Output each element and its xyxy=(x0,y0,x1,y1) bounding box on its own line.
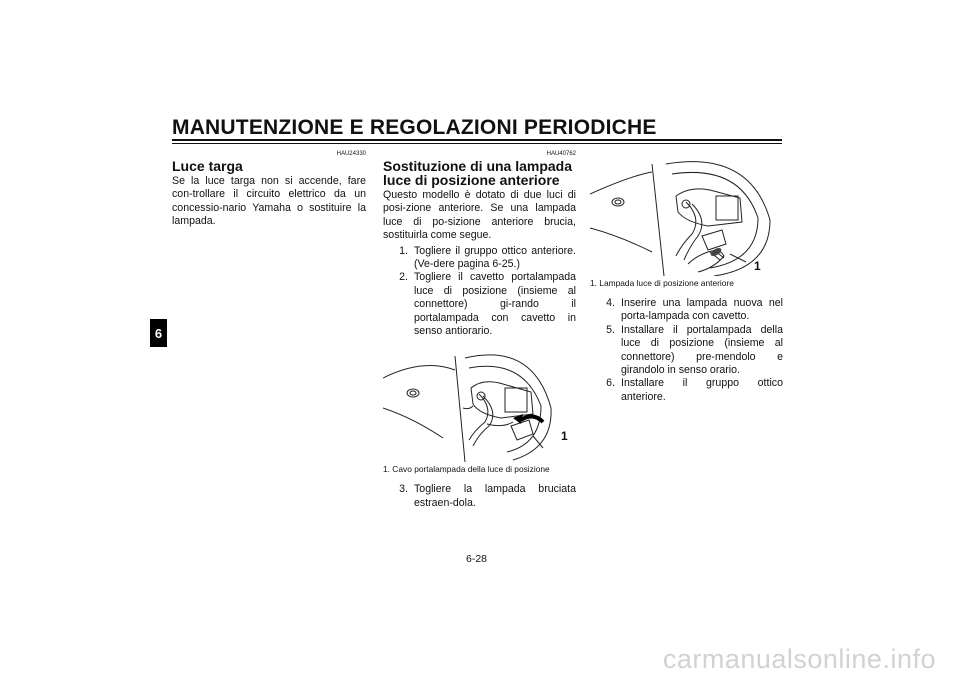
header-rule-thin xyxy=(172,143,782,144)
list-item xyxy=(590,297,783,324)
column-position-light xyxy=(383,150,576,510)
step-number: 3. xyxy=(399,483,408,496)
watermark-text: carmanualsonline.info xyxy=(662,644,936,674)
list-item xyxy=(383,245,576,272)
column-steps-continued xyxy=(590,150,783,404)
list-item xyxy=(383,483,576,510)
reference-code: HAU40762 xyxy=(546,151,576,157)
section-title: Luce targa xyxy=(172,158,243,174)
list-item xyxy=(590,324,783,378)
figure-caption: 1. Cavo portalampada della luce di posizione xyxy=(383,464,550,475)
reference-code: HAU24330 xyxy=(336,151,366,157)
step-text: Togliere il gruppo ottico anteriore. (Ve-dere pagina 6-25.) xyxy=(414,244,576,271)
figure-callout: 1 xyxy=(754,259,761,273)
page-header-title: MANUTENZIONE E REGOLAZIONI PERIODICHE xyxy=(172,116,657,139)
section-body: Se la luce targa non si accende, fare con-trollare il circuito elettrico da un concessio-nario Yamaha o sostituire la lampada. xyxy=(172,175,366,228)
step-number: 2. xyxy=(399,271,408,284)
figure-callout: 1 xyxy=(561,429,568,444)
step-text: Installare il gruppo ottico anteriore. xyxy=(621,377,783,403)
step-number: 1. xyxy=(399,244,408,257)
header-rule xyxy=(172,139,782,141)
list-item xyxy=(383,271,576,338)
section-intro: Questo modello è dotato di due luci di posi-zione anteriore. Se una lampada luce di po-sizione anteriore brucia, sostituirla come segue. xyxy=(383,189,576,242)
section-title: Sostituzione di una lampada luce di posizione anteriore xyxy=(383,158,573,188)
step-text: Inserire una lampada nuova nel porta-lampada con cavetto. xyxy=(621,297,783,323)
steps-list xyxy=(383,245,576,339)
figure-position-bulb xyxy=(590,156,783,276)
page-number: 6-28 xyxy=(466,553,488,565)
step-text: Togliere la lampada bruciata estraen-dola. xyxy=(414,483,576,509)
chapter-tab: 6 xyxy=(150,319,167,347)
step-text: Installare il portalampada della luce di posizione (insieme al connettore) pre-mendolo e girandolo in senso orario. xyxy=(621,323,783,377)
figure-holder-cable xyxy=(383,348,576,462)
steps-list xyxy=(590,297,783,404)
steps-list-continued xyxy=(383,483,576,510)
bulb-illustration xyxy=(590,156,783,276)
list-item xyxy=(590,377,783,404)
step-number: 4. xyxy=(606,297,615,309)
figure-caption: 1. Lampada luce di posizione anteriore xyxy=(590,278,734,288)
headlight-housing-illustration xyxy=(383,348,576,462)
step-number: 5. xyxy=(606,323,615,336)
column-license-plate-light xyxy=(172,150,366,229)
step-number: 6. xyxy=(606,377,615,390)
step-text: Togliere il cavetto portalampada luce di posizione (insieme al connettore) gi-rando il portalampada con cavetto in senso antiorario. xyxy=(414,271,576,338)
